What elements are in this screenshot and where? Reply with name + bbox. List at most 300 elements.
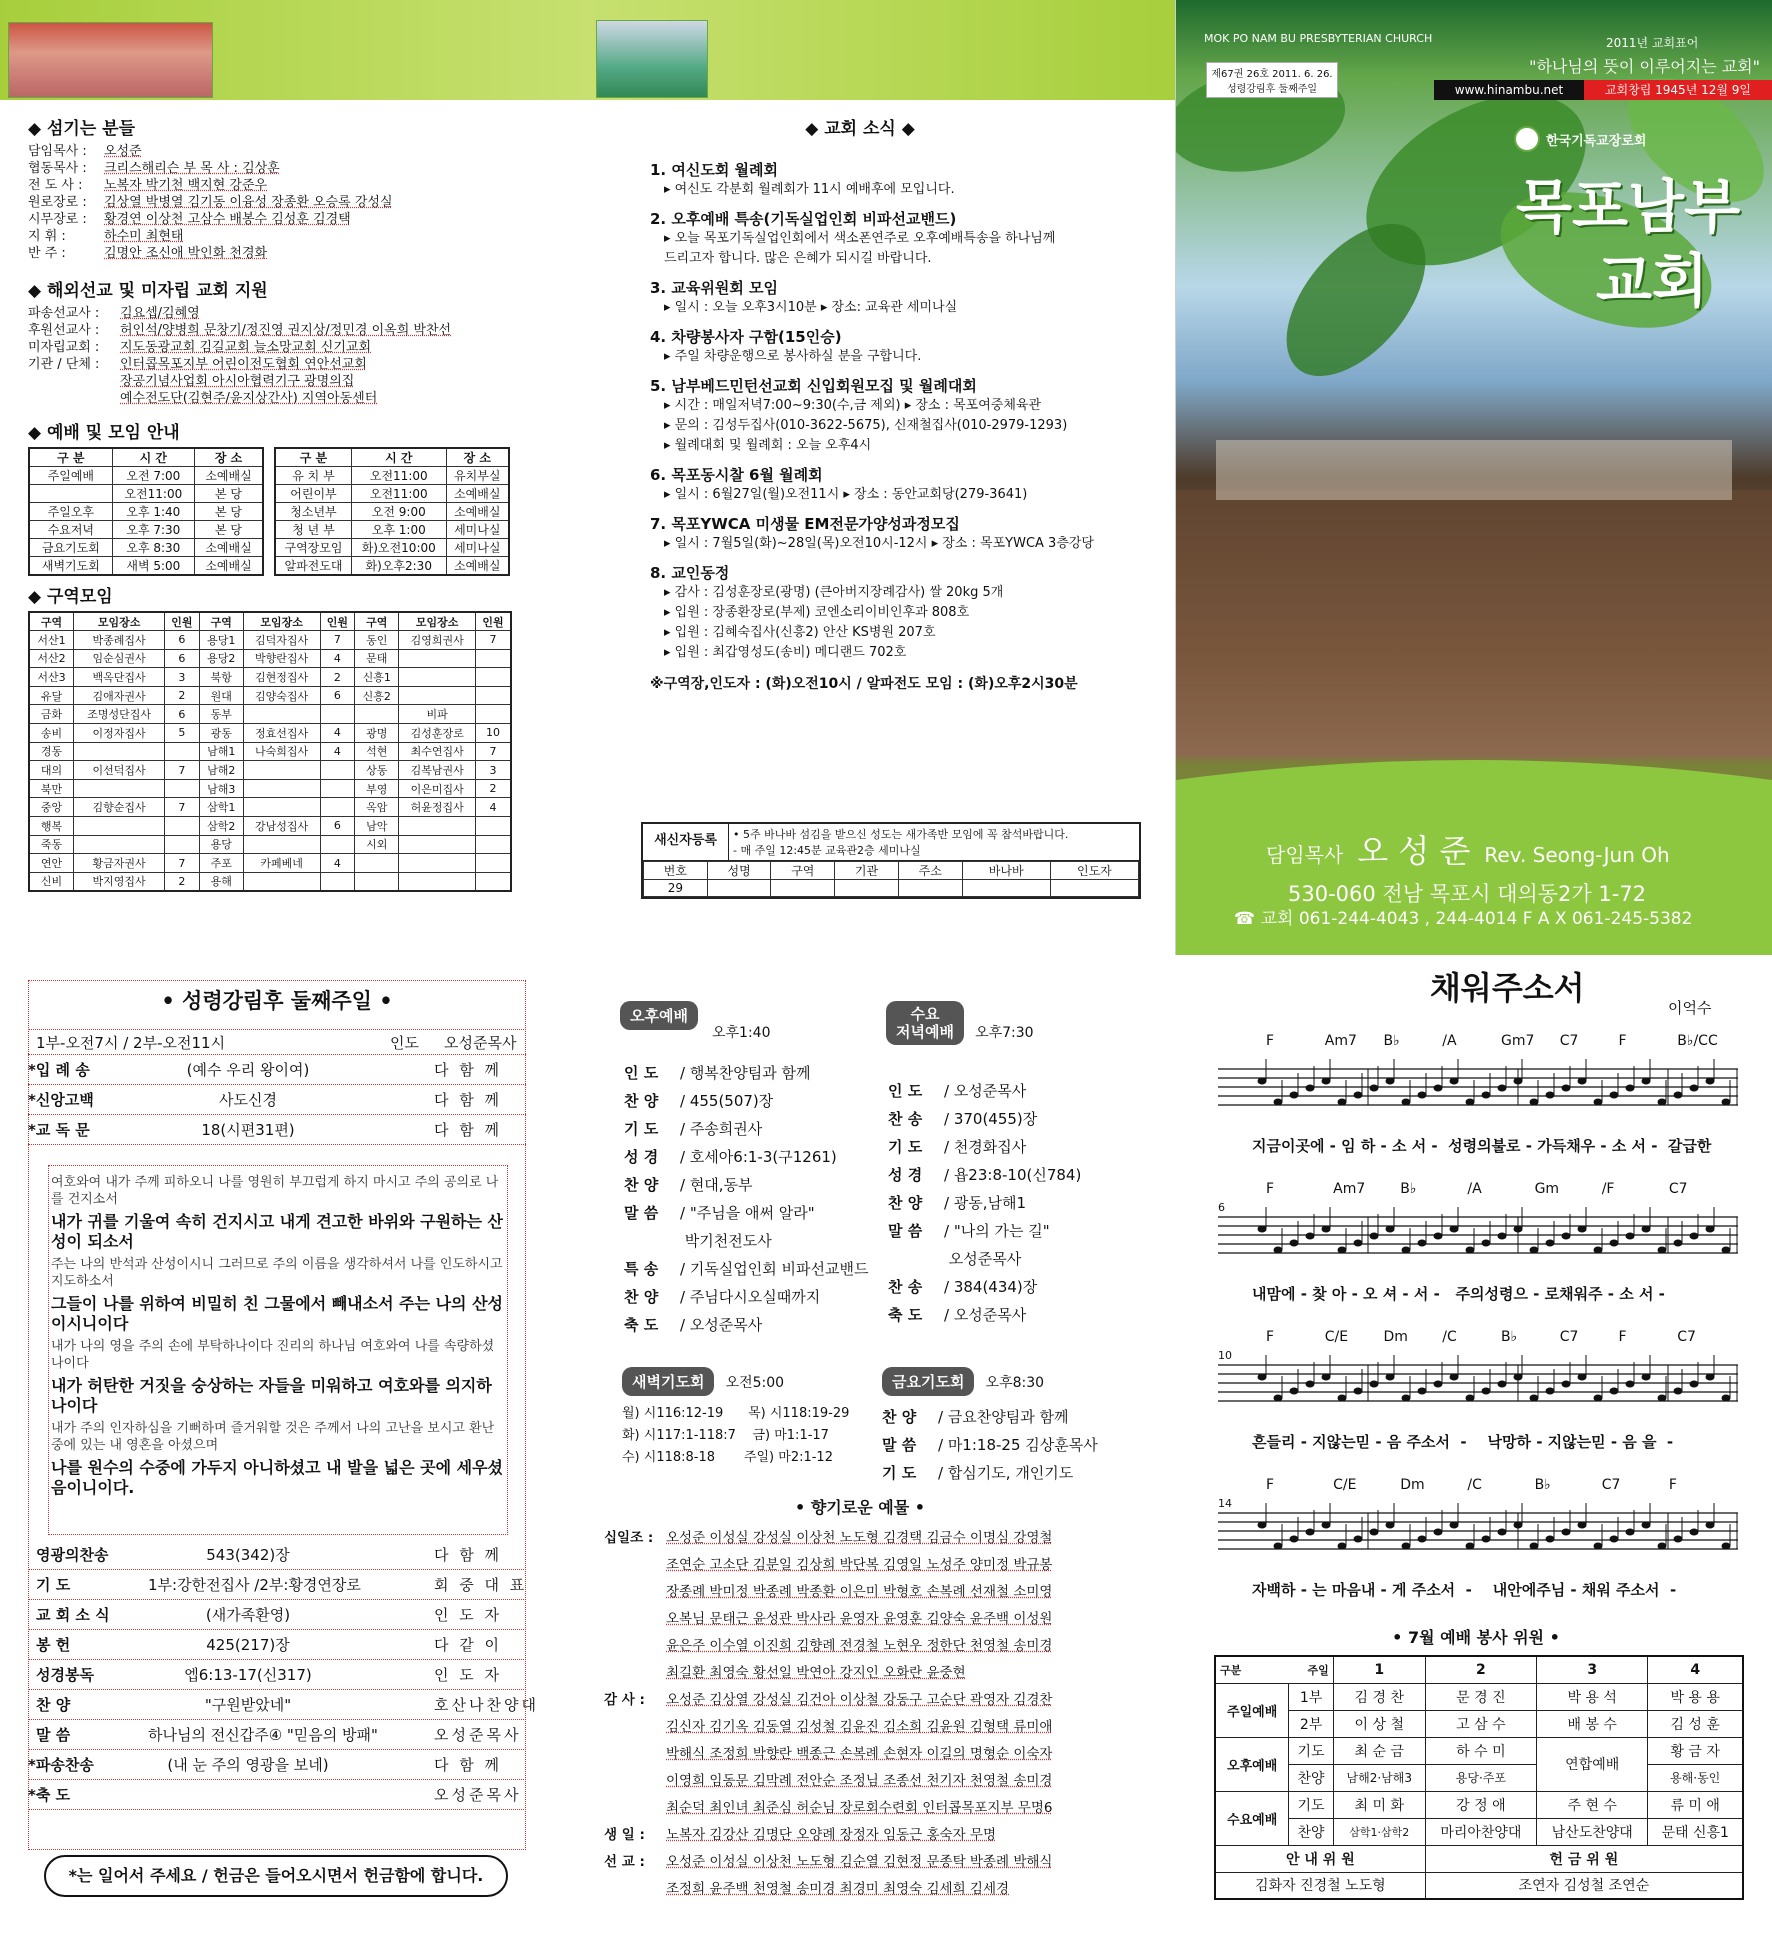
staff-value: 노복자 박기천 백지현 강준우 bbox=[104, 178, 268, 193]
worship-table-left bbox=[28, 447, 264, 576]
duty-sub: 1부 bbox=[1289, 1683, 1334, 1710]
register-blank-cell bbox=[1050, 880, 1138, 897]
afternoon-row bbox=[624, 1171, 874, 1199]
afternoon-label: 특 송 bbox=[624, 1260, 659, 1278]
cells-cell: 2 bbox=[320, 668, 355, 687]
chord-symbol: /A bbox=[1442, 1033, 1457, 1049]
order-panel bbox=[0, 955, 560, 1948]
duty-cell: 용당·주포 bbox=[1425, 1764, 1536, 1791]
music-note bbox=[1386, 1078, 1395, 1085]
hymn-panel bbox=[1180, 955, 1772, 1948]
wednesday-row bbox=[888, 1301, 1148, 1329]
afternoon-row bbox=[624, 1087, 874, 1115]
wednesday-label: 기 도 bbox=[888, 1138, 923, 1156]
offer-label: 헌 금 위 원 bbox=[1425, 1845, 1743, 1872]
church-phone: ☎ 교회 061-244-4043 , 244-4014 F A X 061-245-5382 bbox=[1234, 909, 1693, 929]
order-item-content: 엡6:13-17(신317) bbox=[184, 1666, 312, 1684]
service-times bbox=[28, 1029, 526, 1055]
offering-line bbox=[604, 1822, 1154, 1849]
cells-cell bbox=[399, 817, 476, 836]
afternoon-value: / 주송희권사 bbox=[680, 1120, 763, 1138]
cells-row bbox=[29, 761, 511, 780]
cells-cell: 신흥1 bbox=[355, 668, 399, 687]
cells-cell: 이선덕집사 bbox=[74, 761, 165, 780]
cells-cell: 김복남권사 bbox=[399, 761, 476, 780]
order-item-person: 다 같 이 bbox=[434, 1636, 503, 1654]
mission-row bbox=[28, 305, 548, 322]
cells-row bbox=[29, 724, 511, 743]
cells-cell bbox=[320, 872, 355, 891]
duty-row bbox=[1215, 1737, 1743, 1764]
cells-row bbox=[29, 798, 511, 817]
cells-cell bbox=[320, 705, 355, 724]
worship-cell: 본 당 bbox=[195, 485, 263, 503]
website[interactable]: www.hinambu.net bbox=[1434, 80, 1584, 100]
music-note bbox=[1594, 1395, 1603, 1402]
cells-cell: 석현 bbox=[355, 742, 399, 761]
afternoon-row bbox=[624, 1311, 874, 1339]
staff-row bbox=[28, 194, 548, 211]
worship-cell: 오후 1:00 bbox=[351, 521, 446, 539]
news-item-line: ▸ 오늘 목포기독실업인회에서 색소폰연주로 오후예배특송을 하나님께 bbox=[664, 231, 1056, 246]
friday-order bbox=[882, 1403, 1142, 1487]
music-note bbox=[1594, 1543, 1603, 1550]
register-header-cell: 기관 bbox=[835, 862, 899, 880]
chord-row bbox=[1218, 1033, 1738, 1053]
music-note bbox=[1290, 1536, 1299, 1543]
worship-section bbox=[28, 418, 548, 576]
friday-label: 찬 양 bbox=[882, 1408, 917, 1426]
register-header-cell: 인도자 bbox=[1050, 862, 1138, 880]
cells-cell: 김영희권사 bbox=[399, 631, 476, 650]
offering-line bbox=[604, 1687, 1154, 1714]
duty-cell: 박 용 용 bbox=[1648, 1683, 1743, 1710]
order-footer: *는 일어서 주세요 / 헌금은 들어오시면서 헌금함에 합니다. bbox=[44, 1855, 508, 1897]
music-note bbox=[1706, 1078, 1715, 1085]
friday-header bbox=[882, 1367, 1142, 1396]
music-note bbox=[1626, 1233, 1635, 1240]
wednesday-tag-1: 수요 bbox=[910, 1005, 940, 1023]
duty-cell: 남해2·남해3 bbox=[1333, 1764, 1425, 1791]
wednesday-row bbox=[888, 1245, 1148, 1273]
worship-cell: 오후 8:30 bbox=[112, 539, 194, 557]
cells-cell: 비파 bbox=[399, 705, 476, 724]
cells-cell: 김애자권사 bbox=[74, 686, 165, 705]
reading-leader-line: 여호와여 내가 주께 피하오니 나를 영원히 부끄럽게 하지 마시고 주의 공의로 나를 건지소서 bbox=[51, 1175, 499, 1207]
offering-names: 오성준 이성실 강성실 이상천 노도형 김경택 김금수 이명심 강영철 bbox=[666, 1530, 1053, 1546]
music-note bbox=[1466, 1099, 1475, 1106]
offering-names: 오성준 김상열 강성실 김건아 이상철 강동구 고순단 곽영자 김경찬 bbox=[666, 1692, 1053, 1708]
music-note bbox=[1290, 1092, 1299, 1099]
afternoon-label: 기 도 bbox=[624, 1120, 659, 1138]
chord-row bbox=[1218, 1181, 1738, 1201]
music-note bbox=[1578, 1078, 1587, 1085]
cells-cell: 송비 bbox=[29, 724, 74, 743]
cells-cell: 2 bbox=[165, 686, 200, 705]
cells-cell: 4 bbox=[320, 724, 355, 743]
order-bottom-rows bbox=[0, 1540, 560, 1810]
duty-cell: 삼학1·삼학2 bbox=[1333, 1818, 1425, 1845]
staff-lines bbox=[1218, 1497, 1738, 1569]
order-item-person: 회 중 대 표 bbox=[434, 1576, 528, 1594]
friday-row bbox=[882, 1431, 1142, 1459]
cells-cell: 7 bbox=[165, 854, 200, 873]
cells-cell: 허윤정집사 bbox=[399, 798, 476, 817]
issue-box bbox=[1206, 62, 1338, 98]
chord-symbol: F bbox=[1266, 1329, 1275, 1345]
church-name-2: 교회 bbox=[1596, 247, 1709, 315]
news-item-heading: 4. 차량봉사자 구함(15인승) bbox=[650, 328, 842, 346]
offering-names: 김신자 김기옥 김동열 김성철 김윤진 김소희 김윤원 김형택 류미애 bbox=[666, 1719, 1053, 1735]
cells-cell: 남악 bbox=[355, 817, 399, 836]
order-item-person: 다 함 께 bbox=[434, 1091, 503, 1109]
reading-congregation-line: 그들이 나를 위하여 비밀히 친 그물에서 빼내소서 주는 나의 산성이시니이다 bbox=[51, 1294, 503, 1333]
wednesday-value: / 욥23:8-10(신784) bbox=[944, 1166, 1082, 1184]
staff-value: 김명안 조신애 박인화 천경화 bbox=[104, 246, 268, 261]
wednesday-value: / 오성준목사 bbox=[944, 1082, 1027, 1100]
music-note bbox=[1498, 1233, 1507, 1240]
afternoon-value: / 455(507)장 bbox=[680, 1092, 774, 1110]
cells-cell: 7 bbox=[476, 631, 511, 650]
staff-row bbox=[28, 245, 548, 262]
music-note bbox=[1466, 1395, 1475, 1402]
cells-cell bbox=[399, 649, 476, 668]
dawn-time: 오전5:00 bbox=[725, 1375, 785, 1391]
music-note bbox=[1354, 1388, 1363, 1395]
chord-symbol: Am7 bbox=[1324, 1033, 1357, 1049]
offering-line bbox=[604, 1876, 1154, 1903]
cells-cell bbox=[243, 835, 320, 854]
reading-leader-line: 내가 주의 인자하심을 기뻐하며 즐거워할 것은 주께서 나의 고난을 보시고 환난 중에 있는 내 영혼을 아셨으며 bbox=[51, 1421, 495, 1453]
duty-committee-names bbox=[1215, 1872, 1743, 1899]
denomination-logo-icon bbox=[1514, 126, 1540, 152]
worship-cell: 화)오전10:00 bbox=[351, 539, 446, 557]
cells-cell: 10 bbox=[476, 724, 511, 743]
cells-row bbox=[29, 668, 511, 687]
afternoon-label: 말 씀 bbox=[624, 1204, 659, 1222]
duty-group: 수요예배 bbox=[1215, 1791, 1289, 1845]
music-note bbox=[1594, 1247, 1603, 1254]
order-item-content: 543(342)장 bbox=[206, 1546, 290, 1564]
order-item-person: 인 도 자 bbox=[434, 1666, 503, 1684]
cells-cell: 서산2 bbox=[29, 649, 74, 668]
wednesday-row bbox=[888, 1217, 1148, 1245]
music-note bbox=[1258, 1078, 1267, 1085]
music-note bbox=[1322, 1374, 1331, 1381]
order-item-content: "구원받았네" bbox=[204, 1696, 292, 1714]
wednesday-value: / "나의 가는 길" bbox=[944, 1222, 1050, 1240]
afternoon-value: / 호세아6:1-3(구1261) bbox=[680, 1148, 837, 1166]
news-item bbox=[650, 159, 1150, 200]
cells-cell: 용당2 bbox=[199, 649, 243, 668]
wednesday-label: 축 도 bbox=[888, 1306, 923, 1324]
church-english-name: MOK PO NAM BU PRESBYTERIAN CHURCH bbox=[1204, 32, 1433, 45]
order-item-content: (예수 우리 왕이여) bbox=[186, 1061, 310, 1079]
duty-header-row bbox=[1215, 1656, 1743, 1683]
worship-cell: 주일오후 bbox=[29, 503, 112, 521]
cells-cell: 박종례집사 bbox=[74, 631, 165, 650]
music-note bbox=[1354, 1536, 1363, 1543]
mission-value: 장공기념사업회 아시아협력기구 광명의집 bbox=[120, 374, 355, 389]
cells-cell bbox=[243, 798, 320, 817]
cells-cell: 7 bbox=[476, 742, 511, 761]
duty-committee-labels bbox=[1215, 1845, 1743, 1872]
worship-header-cell: 구 분 bbox=[29, 448, 112, 467]
news-item-line: ▸ 주일 차량운행으로 봉사하실 분을 구합니다. bbox=[664, 349, 922, 364]
music-note bbox=[1690, 1085, 1699, 1092]
guide-names: 김화자 진경철 노도형 bbox=[1215, 1872, 1425, 1899]
afternoon-value: / "주님을 애써 알라" bbox=[680, 1204, 815, 1222]
news-item-line: ▸ 감사 : 김성훈장로(광명) (큰아버지장례감사) 쌀 20kg 5개 bbox=[664, 585, 1004, 600]
music-system bbox=[1218, 1181, 1738, 1329]
lyrics-line: 지금이곳에 - 임 하 - 소 서 - 성령의불로 - 가득채우 - 소 서 - 갈급한 bbox=[1252, 1137, 1712, 1155]
afternoon-row bbox=[624, 1199, 874, 1227]
order-item-content: 18(시편31편) bbox=[201, 1121, 295, 1139]
cells-header-cell: 인원 bbox=[165, 612, 200, 631]
order-item-person: 다 함 께 bbox=[434, 1121, 503, 1139]
cells-cell: 남해2 bbox=[199, 761, 243, 780]
bulletin-inside-top bbox=[0, 0, 1176, 955]
worship-row bbox=[29, 467, 263, 485]
friday-row bbox=[882, 1459, 1142, 1487]
reading-congregation-line: 나를 원수의 수중에 가두지 아니하셨고 내 발을 넓은 곳에 세우셨음이니이다. bbox=[51, 1458, 503, 1497]
order-item-person: 오성준목사 bbox=[434, 1786, 522, 1804]
cells-cell: 4 bbox=[320, 649, 355, 668]
music-note bbox=[1370, 1381, 1379, 1388]
worship-cell: 화)오후2:30 bbox=[351, 557, 446, 576]
worship-row bbox=[275, 521, 509, 539]
music-note bbox=[1386, 1226, 1395, 1233]
cells-cell: 행복 bbox=[29, 817, 74, 836]
music-note bbox=[1322, 1078, 1331, 1085]
music-note bbox=[1418, 1092, 1427, 1099]
news-item bbox=[650, 513, 1150, 554]
leaf-illustration bbox=[1176, 0, 1772, 955]
cells-header-cell: 모임장소 bbox=[243, 612, 320, 631]
duty-cell: 연합예배 bbox=[1537, 1737, 1648, 1791]
order-row bbox=[28, 1055, 526, 1085]
chord-symbol: B♭ bbox=[1534, 1477, 1551, 1493]
staff-value: 오성준 bbox=[104, 144, 142, 159]
issue-number: 제67권 26호 2011. 6. 26. bbox=[1211, 69, 1333, 80]
order-item-label: *교 독 문 bbox=[28, 1121, 90, 1139]
pastor-english: Rev. Seong-Jun Oh bbox=[1484, 843, 1670, 867]
offering-category: 십일조 : bbox=[604, 1530, 654, 1546]
pastor-line bbox=[1266, 826, 1670, 872]
chord-symbol: C7 bbox=[1668, 1181, 1688, 1197]
register-label: 새신자등록 bbox=[643, 824, 729, 860]
cells-row bbox=[29, 686, 511, 705]
music-note bbox=[1610, 1388, 1619, 1395]
music-note bbox=[1578, 1374, 1587, 1381]
staff-key: 반 주 : bbox=[28, 246, 66, 261]
music-note bbox=[1546, 1388, 1555, 1395]
music-note bbox=[1562, 1233, 1571, 1240]
order-row bbox=[28, 1115, 526, 1145]
music-note bbox=[1546, 1536, 1555, 1543]
cells-title: ◆ 구역모임 bbox=[28, 587, 113, 607]
cells-cell: 삼학2 bbox=[199, 817, 243, 836]
order-item-label: *축 도 bbox=[28, 1786, 71, 1804]
duty-row bbox=[1215, 1791, 1743, 1818]
chord-symbol: C7 bbox=[1677, 1329, 1696, 1345]
cells-header-cell: 인원 bbox=[320, 612, 355, 631]
cells-row bbox=[29, 742, 511, 761]
music-note bbox=[1626, 1529, 1635, 1536]
news-item bbox=[650, 277, 1150, 318]
duty-sub: 찬양 bbox=[1289, 1818, 1334, 1845]
duty-group: 오후예배 bbox=[1215, 1737, 1289, 1791]
worship-cell: 오후 1:40 bbox=[112, 503, 194, 521]
offering-line bbox=[604, 1552, 1154, 1579]
mission-value: 인터콥목포지부 어린이전도협회 연안선교회 bbox=[120, 357, 367, 372]
music-note bbox=[1354, 1240, 1363, 1247]
afternoon-label: 찬 양 bbox=[624, 1176, 659, 1194]
chord-symbol: /A bbox=[1467, 1181, 1482, 1197]
music-note bbox=[1530, 1099, 1539, 1106]
duty-cell: 배 봉 수 bbox=[1537, 1710, 1648, 1737]
afternoon-time: 오후1:40 bbox=[712, 1025, 771, 1041]
chord-symbol: F bbox=[1266, 1181, 1275, 1197]
news-item-line: ▸ 입원 : 김혜숙집사(신흥2) 안산 KS병원 207호 bbox=[664, 625, 936, 640]
wednesday-row bbox=[888, 1273, 1148, 1301]
duty-cell: 남산도찬양대 bbox=[1537, 1818, 1648, 1845]
worship-cell: 소예배실 bbox=[446, 557, 509, 576]
cells-cell bbox=[476, 705, 511, 724]
wednesday-order bbox=[888, 1077, 1148, 1329]
offering-list bbox=[604, 1525, 1154, 1903]
cells-cell: 황금자권사 bbox=[74, 854, 165, 873]
cells-header-cell: 모임장소 bbox=[399, 612, 476, 631]
duty-group: 주일예배 bbox=[1215, 1683, 1289, 1737]
cells-cell: 3 bbox=[476, 761, 511, 780]
duty-week: 3 bbox=[1537, 1656, 1648, 1683]
register-table bbox=[643, 861, 1139, 897]
music-note bbox=[1562, 1381, 1571, 1388]
offering-names: 오성준 이성실 이상천 노도형 김순열 김현정 문종탁 박종례 박해식 bbox=[666, 1854, 1053, 1870]
mission-key: 후원선교사 : bbox=[28, 323, 100, 338]
mission-row bbox=[28, 322, 548, 339]
cells-cell: 신비 bbox=[29, 872, 74, 891]
staff-row bbox=[28, 211, 548, 228]
cells-cell bbox=[355, 872, 399, 891]
worship-cell: 청 년 부 bbox=[275, 521, 351, 539]
cells-cell bbox=[355, 705, 399, 724]
order-item-label: *신앙고백 bbox=[28, 1091, 94, 1109]
staff-value: 크리스해리슨 부 목 사 : 김상훈 bbox=[104, 161, 280, 176]
afternoon-value: / 오성준목사 bbox=[680, 1316, 763, 1334]
worship-cell: 소예배실 bbox=[195, 539, 263, 557]
staff-row bbox=[28, 228, 548, 245]
music-note bbox=[1658, 1247, 1667, 1254]
mission-key: 파송선교사 : bbox=[28, 306, 100, 321]
register-row bbox=[644, 880, 1139, 897]
reading-leader-line: 주는 나의 반석과 산성이시니 그러므로 주의 이름을 생각하셔서 나를 인도하시고 지도하소서 bbox=[51, 1257, 503, 1289]
music-note bbox=[1610, 1092, 1619, 1099]
news-item-line: ▸ 일시 : 6월27일(월)오전11시 ▸ 장소 : 동안교회당(279-3641) bbox=[664, 487, 1028, 502]
mission-value: 허인석/양병희 문창기/정진영 권지상/정민경 이옥희 박찬선 bbox=[120, 323, 452, 338]
music-note bbox=[1482, 1536, 1491, 1543]
missions-list bbox=[28, 305, 548, 407]
music-note bbox=[1370, 1085, 1379, 1092]
worship-cell: 유 치 부 bbox=[275, 467, 351, 485]
music-note bbox=[1418, 1240, 1427, 1247]
offering-names: 조정희 윤주백 천영철 송미경 최경미 최영숙 김세희 김세경 bbox=[666, 1881, 1010, 1897]
staff-key: 원로장로 : bbox=[28, 195, 87, 210]
cells-cell: 용당1 bbox=[199, 631, 243, 650]
lyrics-line: 흔들리 - 지않는믿 - 음 주소서 - 낙망하 - 지않는믿 - 음 을 - bbox=[1252, 1433, 1674, 1451]
news-item-line: ▸ 입원 : 최갑영성도(송비) 메디랜드 702호 bbox=[664, 645, 907, 660]
cells-cell: 용해 bbox=[199, 872, 243, 891]
order-item-person: 다 함 께 bbox=[434, 1546, 503, 1564]
order-item-label: 말 씀 bbox=[36, 1726, 71, 1744]
chord-symbol: C7 bbox=[1559, 1329, 1579, 1345]
church-motto: "하나님의 뜻이 이루어지는 교회" bbox=[1529, 57, 1760, 76]
order-item-content: (새가족환영) bbox=[205, 1606, 291, 1624]
music-note bbox=[1578, 1226, 1587, 1233]
music-note bbox=[1386, 1374, 1395, 1381]
staff-row bbox=[28, 160, 548, 177]
music-note bbox=[1722, 1395, 1731, 1402]
cells-cell bbox=[320, 761, 355, 780]
music-note bbox=[1690, 1233, 1699, 1240]
worship-cell: 주일예배 bbox=[29, 467, 112, 485]
offering-category: 생 일 : bbox=[604, 1827, 645, 1843]
afternoon-value: / 현대,동부 bbox=[680, 1176, 753, 1194]
register-header-cell: 성명 bbox=[707, 862, 771, 880]
cells-cell bbox=[399, 854, 476, 873]
cells-table bbox=[28, 611, 512, 892]
register-header-cell: 주소 bbox=[898, 862, 962, 880]
dawn-readings bbox=[622, 1403, 892, 1469]
cells-cell bbox=[476, 872, 511, 891]
dawn-reading-line: 월) 시116:12-19 목) 시118:19-29 bbox=[622, 1406, 850, 1421]
mission-key: 기관 / 단체 : bbox=[28, 357, 100, 372]
dawn-header bbox=[622, 1367, 822, 1396]
duty-cell: 문 경 진 bbox=[1425, 1683, 1536, 1710]
duty-title: • 7월 예배 봉사 위원 • bbox=[1392, 1628, 1560, 1647]
afternoon-label: 찬 양 bbox=[624, 1092, 659, 1110]
cells-cell: 6 bbox=[320, 686, 355, 705]
duty-row bbox=[1215, 1710, 1743, 1737]
chord-symbol: /C bbox=[1442, 1329, 1457, 1345]
cells-cell: 임순심권사 bbox=[74, 649, 165, 668]
worship-cell: 오전11:00 bbox=[351, 467, 446, 485]
worship-cell: 청소년부 bbox=[275, 503, 351, 521]
cells-cell: 북만 bbox=[29, 779, 74, 798]
music-note bbox=[1418, 1388, 1427, 1395]
mission-value: 예수전도단(김현주/윤지상간사) 지역아동센터 bbox=[120, 391, 378, 406]
offering-line bbox=[604, 1579, 1154, 1606]
afternoon-order bbox=[624, 1059, 874, 1339]
chord-symbol: C7 bbox=[1601, 1477, 1621, 1493]
music-note bbox=[1290, 1240, 1299, 1247]
staff-title: ◆ 섬기는 분들 bbox=[28, 119, 136, 139]
wednesday-header bbox=[886, 1001, 1136, 1045]
cells-section bbox=[28, 582, 518, 892]
music-note bbox=[1674, 1092, 1683, 1099]
cells-cell bbox=[476, 817, 511, 836]
cells-cell bbox=[399, 872, 476, 891]
music-note bbox=[1530, 1543, 1539, 1550]
cells-cell: 김현정집사 bbox=[243, 668, 320, 687]
wednesday-value: / 384(434)장 bbox=[944, 1278, 1038, 1296]
music-note bbox=[1338, 1099, 1347, 1106]
music-note bbox=[1482, 1388, 1491, 1395]
cells-cell: 원대 bbox=[199, 686, 243, 705]
cells-header-cell: 구역 bbox=[199, 612, 243, 631]
friday-value: / 금요찬양팀과 함께 bbox=[938, 1408, 1069, 1426]
